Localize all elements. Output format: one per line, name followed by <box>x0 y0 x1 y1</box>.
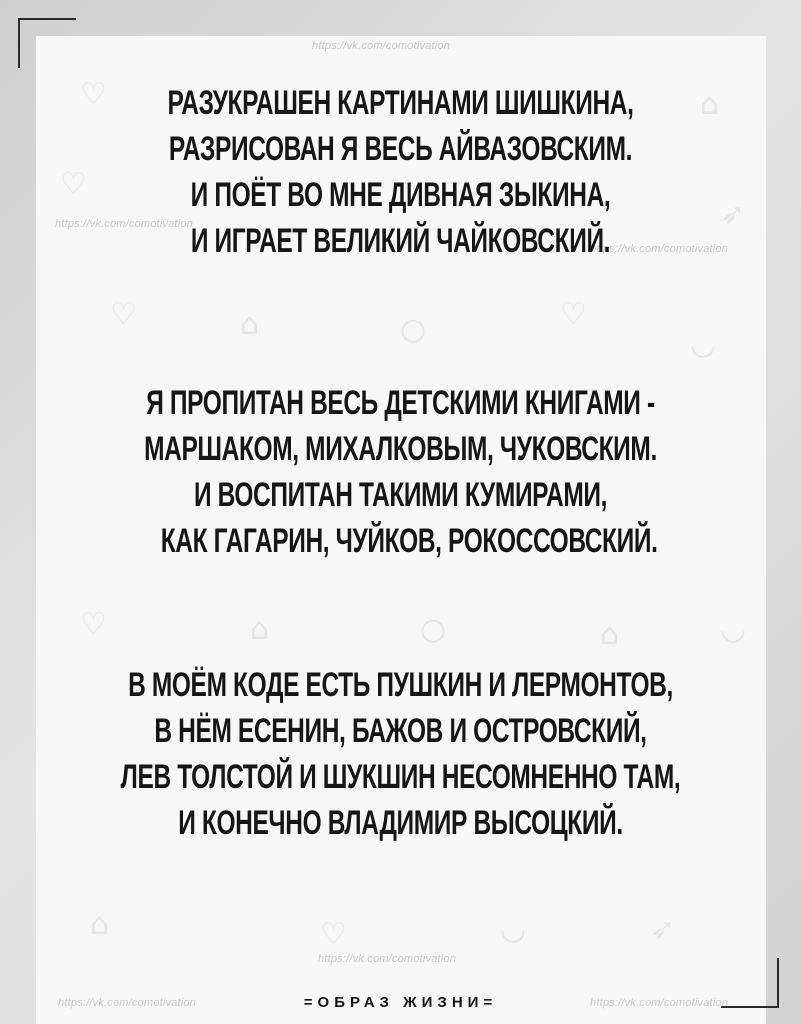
lips-icon: ◡ <box>690 327 717 362</box>
gift-icon: ⌂ <box>600 617 620 652</box>
heart-icon: ♡ <box>560 297 587 332</box>
cupid-arrow-icon: ➶ <box>720 197 746 232</box>
watermark: https://vk.com/comotivation <box>318 953 457 965</box>
poem-line: КАК ГАГАРИН, ЧУЙКОВ, РОКОССОВСКИЙ. <box>160 522 658 560</box>
poem-line: Я ПРОПИТАН ВЕСЬ ДЕТСКИМИ КНИГАМИ - <box>146 384 655 422</box>
watermark: https://vk.com/comotivation <box>590 997 729 1009</box>
cake-icon: ⌂ <box>240 307 260 342</box>
brand-signature: =ОБРАЗ ЖИЗНИ= <box>303 994 498 1011</box>
poem-line: И ПОЁТ ВО МНЕ ДИВНАЯ ЗЫКИНА, <box>190 176 611 214</box>
poem-line: И КОНЕЧНО ВЛАДИМИР ВЫСОЦКИЙ. <box>178 804 623 842</box>
watermark: https://vk.com/comotivation <box>312 40 451 52</box>
watermark: https://vk.com/comotivation <box>58 997 197 1009</box>
heart-icon: ♡ <box>60 167 87 202</box>
poem-line: МАРШАКОМ, МИХАЛКОВЫМ, ЧУКОВСКИМ. <box>144 430 657 468</box>
corner-bracket-top-left <box>18 18 76 68</box>
poem-stanza <box>0 662 801 846</box>
ring-icon: ○ <box>400 312 427 347</box>
poem-line: В МОЁМ КОДЕ ЕСТЬ ПУШКИН И ЛЕРМОНТОВ, <box>128 666 673 704</box>
poem-line: РАЗРИСОВАН Я ВЕСЬ АЙВАЗОВСКИМ. <box>168 130 633 168</box>
heart-icon: ♡ <box>80 607 107 642</box>
gift-icon: ⌂ <box>700 87 720 122</box>
poem-line: И ВОСПИТАН ТАКИМИ КУМИРАМИ, <box>193 476 608 514</box>
lips-icon: ◡ <box>720 612 747 647</box>
ring-icon: ○ <box>420 612 447 647</box>
cake-icon: ⌂ <box>250 612 270 647</box>
poem-stanza <box>0 380 801 564</box>
heart-icon: ♡ <box>110 297 137 332</box>
cupid-arrow-icon: ➶ <box>650 912 676 947</box>
poem-line: ЛЕВ ТОЛСТОЙ И ШУКШИН НЕСОМНЕННО ТАМ, <box>120 758 681 796</box>
watermark: https://vk.com/comotivation <box>55 218 194 230</box>
poem-line: И ИГРАЕТ ВЕЛИКИЙ ЧАЙКОВСКИЙ. <box>190 222 611 260</box>
watermark: https://vk.com/comotivation <box>590 243 729 255</box>
heart-icon: ♡ <box>80 77 107 112</box>
poem-line: РАЗУКРАШЕН КАРТИНАМИ ШИШКИНА, <box>167 84 634 122</box>
cake-icon: ⌂ <box>90 907 110 942</box>
heart-icon: ♡ <box>320 917 347 952</box>
poem-line: В НЁМ ЕСЕНИН, БАЖОВ И ОСТРОВСКИЙ, <box>154 712 647 750</box>
lips-icon: ◡ <box>500 912 527 947</box>
poem-stanza <box>0 77 801 264</box>
